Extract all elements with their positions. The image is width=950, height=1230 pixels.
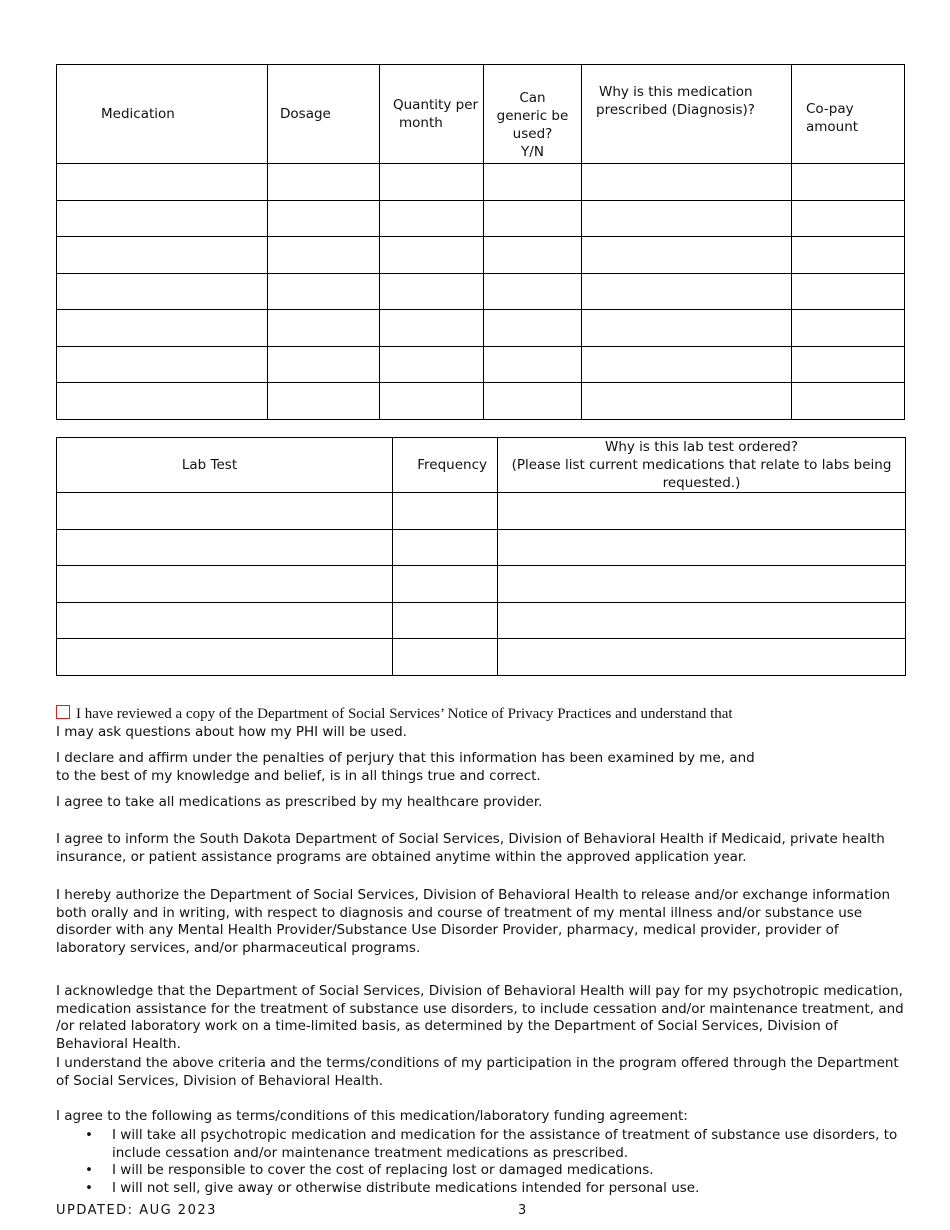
frequency-cell[interactable] — [393, 529, 498, 566]
privacy-acknowledgement — [56, 705, 906, 741]
table-row — [57, 310, 905, 347]
table-row — [57, 639, 906, 676]
medication-cell[interactable] — [57, 237, 268, 274]
header-lab-test: Lab Test — [57, 438, 393, 493]
list-item: • I will not sell, give away or otherwise distribute medications intended for personal use. — [85, 1179, 700, 1196]
frequency-cell[interactable] — [393, 602, 498, 639]
quantity-cell[interactable] — [380, 273, 484, 310]
dosage-cell[interactable] — [268, 273, 380, 310]
perjury-statement: I declare and affirm under the penalties of perjury that this information has been examined by me, and to the best of my knowledge and belief, is in all things true and correct. — [56, 750, 755, 784]
table-row — [57, 383, 905, 420]
acknowledgement-statement: I acknowledge that the Department of Social Services, Division of Behavioral Health will pay for my psychotropic medication, medication assistance for the treatment of substance use disorders, to include cessation and/or maintenance treatment, and /or related laboratory work on a time-limited basis, as determined by the Department of Social Services, Division of Behavioral Health. — [56, 983, 904, 1052]
copay-cell[interactable] — [792, 273, 905, 310]
lab-test-cell[interactable] — [57, 493, 393, 530]
generic-cell[interactable] — [484, 200, 582, 237]
generic-cell[interactable] — [484, 164, 582, 201]
frequency-cell[interactable] — [393, 566, 498, 603]
lab-test-table — [56, 437, 906, 676]
medication-cell[interactable] — [57, 310, 268, 347]
table-row — [57, 164, 905, 201]
dosage-cell[interactable] — [268, 383, 380, 420]
lab-reason-cell[interactable] — [498, 566, 906, 603]
medication-rows — [57, 164, 905, 420]
dosage-cell[interactable] — [268, 310, 380, 347]
dosage-cell[interactable] — [268, 346, 380, 383]
medication-cell[interactable] — [57, 346, 268, 383]
lab-table-header — [57, 438, 906, 493]
generic-cell[interactable] — [484, 383, 582, 420]
medication-table — [56, 64, 905, 420]
terms-intro: I agree to the following as terms/conditions of this medication/laboratory funding agreement: — [56, 1108, 688, 1124]
list-item: • I will be responsible to cover the cost of replacing lost or damaged medications. — [85, 1162, 654, 1178]
header-quantity: Quantity per month — [380, 65, 484, 164]
diagnosis-cell[interactable] — [582, 310, 792, 347]
bullet-icon: • — [85, 1162, 93, 1178]
diagnosis-cell[interactable] — [582, 200, 792, 237]
copay-cell[interactable] — [792, 164, 905, 201]
quantity-cell[interactable] — [380, 346, 484, 383]
header-generic: Can generic be used? Y/N — [484, 65, 582, 164]
diagnosis-cell[interactable] — [582, 383, 792, 420]
dosage-cell[interactable] — [268, 237, 380, 274]
generic-cell[interactable] — [484, 346, 582, 383]
header-frequency: Frequency — [393, 438, 498, 493]
header-lab-reason: Why is this lab test ordered? (Please list current medications that relate to labs being requested.) — [498, 438, 906, 493]
medication-cell[interactable] — [57, 383, 268, 420]
table-row — [57, 273, 905, 310]
dosage-cell[interactable] — [268, 200, 380, 237]
quantity-cell[interactable] — [380, 164, 484, 201]
terms-list — [56, 1127, 912, 1197]
privacy-line-2: I may ask questions about how my PHI will be used. — [56, 724, 407, 740]
frequency-cell[interactable] — [393, 639, 498, 676]
generic-cell[interactable] — [484, 237, 582, 274]
table-row — [57, 493, 906, 530]
medication-cell[interactable] — [57, 200, 268, 237]
generic-cell[interactable] — [484, 310, 582, 347]
bullet-icon: • — [85, 1179, 93, 1196]
quantity-cell[interactable] — [380, 200, 484, 237]
table-row — [57, 346, 905, 383]
inform-statement: I agree to inform the South Dakota Department of Social Services, Division of Behavioral Health if Medicaid, private health insurance, or patient assistance programs are obtained anytime within the approved application year. — [56, 831, 885, 865]
table-row — [57, 237, 905, 274]
header-medication: Medication — [57, 65, 268, 164]
diagnosis-cell[interactable] — [582, 237, 792, 274]
medication-cell[interactable] — [57, 164, 268, 201]
table-row — [57, 566, 906, 603]
diagnosis-cell[interactable] — [582, 164, 792, 201]
authorization-statement: I hereby authorize the Department of Social Services, Division of Behavioral Health to release and/or exchange information both orally and in writing, with respect to diagnosis and course of treatment of my mental illness and/or substance use disorder with any Mental Health Provider/Substance Use Disorder Provider, pharmacy, medical provider, provider of laboratory services, and/or pharmaceutical programs. — [56, 887, 891, 956]
header-diagnosis: Why is this medication prescribed (Diagnosis)? — [582, 65, 792, 164]
frequency-cell[interactable] — [393, 493, 498, 530]
header-copay: Co-pay amount — [792, 65, 905, 164]
updated-date: UPDATED: AUG 2023 — [56, 1203, 217, 1218]
copay-cell[interactable] — [792, 383, 905, 420]
lab-reason-cell[interactable] — [498, 602, 906, 639]
quantity-cell[interactable] — [380, 383, 484, 420]
lab-reason-cell[interactable] — [498, 639, 906, 676]
copay-cell[interactable] — [792, 200, 905, 237]
medication-table-header — [57, 65, 905, 164]
lab-test-cell[interactable] — [57, 602, 393, 639]
quantity-cell[interactable] — [380, 237, 484, 274]
lab-test-cell[interactable] — [57, 529, 393, 566]
page-number: 3 — [518, 1203, 527, 1218]
privacy-checkbox[interactable] — [56, 705, 70, 719]
bullet-icon: • — [85, 1127, 93, 1143]
diagnosis-cell[interactable] — [582, 273, 792, 310]
table-row — [57, 200, 905, 237]
privacy-line-1: I have reviewed a copy of the Department of Social Services’ Notice of Privacy Practices and understand that — [76, 706, 733, 722]
lab-test-cell[interactable] — [57, 566, 393, 603]
copay-cell[interactable] — [792, 237, 905, 274]
diagnosis-cell[interactable] — [582, 346, 792, 383]
take-medications-statement: I agree to take all medications as prescribed by my healthcare provider. — [56, 794, 543, 810]
understanding-statement: I understand the above criteria and the terms/conditions of my participation in the program offered through the Department of Social Services, Division of Behavioral Health. — [56, 1055, 899, 1089]
table-row — [57, 602, 906, 639]
copay-cell[interactable] — [792, 346, 905, 383]
list-item: • I will take all psychotropic medication and medication for the assistance of treatment of substance use disorders, to include cessation and/or maintenance treatment medications as prescribed. — [85, 1127, 898, 1161]
lab-rows — [57, 493, 906, 676]
medication-cell[interactable] — [57, 273, 268, 310]
dosage-cell[interactable] — [268, 164, 380, 201]
header-dosage: Dosage — [268, 65, 380, 164]
lab-test-cell[interactable] — [57, 639, 393, 676]
generic-cell[interactable] — [484, 273, 582, 310]
copay-cell[interactable] — [792, 310, 905, 347]
lab-reason-cell[interactable] — [498, 493, 906, 530]
lab-reason-cell[interactable] — [498, 529, 906, 566]
table-row — [57, 529, 906, 566]
quantity-cell[interactable] — [380, 310, 484, 347]
